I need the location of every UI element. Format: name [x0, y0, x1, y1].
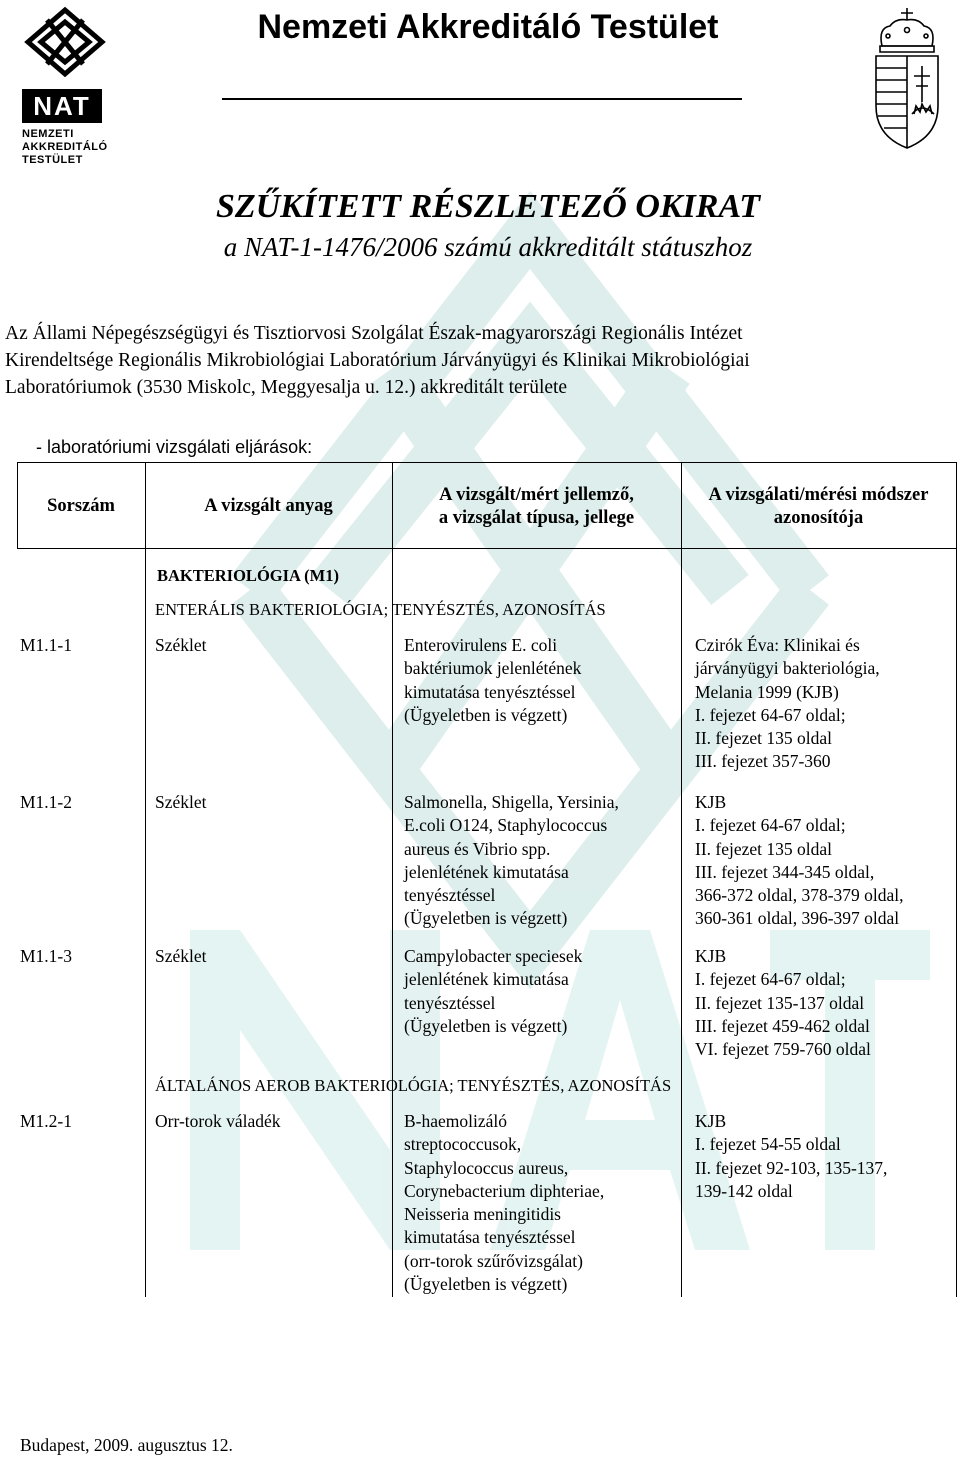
char-line: Campylobacter speciesek	[404, 946, 583, 966]
char-line: (Ügyeletben is végzett)	[404, 908, 568, 929]
row-material: Széklet	[155, 946, 207, 966]
method-line: III. fejezet 344-345 oldal,	[695, 861, 875, 882]
col-divider-2	[392, 462, 393, 1297]
row-id: M1.2-1	[20, 1111, 73, 1131]
method-line: I. fejezet 64-67 oldal;	[695, 815, 846, 836]
row-method	[695, 1110, 887, 1203]
row-characteristic	[404, 1110, 604, 1296]
method-line: 360-361 oldal, 396-397 oldal	[695, 908, 900, 929]
char-line: (Ügyeletben is végzett)	[404, 1274, 568, 1295]
char-line: (Ügyeletben is végzett)	[404, 704, 568, 725]
char-line: B-haemolizáló	[404, 1111, 508, 1131]
method-line: KJB	[695, 1111, 727, 1131]
section-label: - laboratóriumi vizsgálati eljárások:	[36, 437, 313, 457]
char-line: Enterovirulens E. coli	[404, 635, 558, 655]
table-top-border	[17, 462, 957, 463]
method-line: VI. fejezet 759-760 oldal	[695, 1039, 871, 1060]
logo-line-3: TESTÜLET	[22, 154, 83, 166]
row-characteristic	[404, 791, 619, 931]
method-line: KJB	[695, 792, 727, 812]
method-line: 366-372 oldal, 378-379 oldal,	[695, 885, 904, 906]
char-line: aureus és Vibrio spp.	[404, 838, 551, 859]
method-line: Czirók Éva: Klinikai és	[695, 635, 860, 655]
row-method	[695, 634, 880, 774]
logo-line-1: NEMZETI	[22, 128, 74, 140]
header-jellemzo-line-2: a vizsgálat típusa, jellege	[438, 508, 635, 528]
document-title: SZŰKÍTETT RÉSZLETEZŐ OKIRAT	[215, 188, 761, 225]
row-characteristic	[404, 634, 581, 727]
title-underline	[222, 98, 742, 100]
char-line: Staphylococcus aureus,	[404, 1157, 569, 1178]
section-enteralis: ENTERÁLIS BAKTERIOLÓGIA; TENYÉSZTÉS, AZONOSÍTÁS	[155, 600, 606, 619]
method-line: Melania 1999 (KJB)	[695, 681, 839, 702]
row-material: Széklet	[155, 792, 207, 812]
intro-line-2: Kirendeltsége Regionális Mikrobiológiai Laboratórium Járványügyi és Klinikai Mikrobiológiai	[5, 350, 750, 371]
method-line: I. fejezet 64-67 oldal;	[695, 704, 846, 725]
header-sorszam: Sorszám	[47, 496, 115, 516]
method-line: I. fejezet 54-55 oldal	[695, 1134, 841, 1155]
row-id: M1.1-2	[20, 792, 73, 812]
method-line: I. fejezet 64-67 oldal;	[695, 969, 846, 990]
char-line: tenyésztéssel	[404, 885, 496, 906]
logo-line-2: AKKREDITÁLÓ	[22, 141, 108, 153]
char-line: Corynebacterium diphteriae,	[404, 1180, 605, 1201]
char-line: E.coli O124, Staphylococcus	[404, 815, 608, 836]
col-divider-3	[681, 462, 682, 1297]
footer-place-date: Budapest, 2009. augusztus 12.	[20, 1435, 233, 1455]
header-jellemzo	[392, 484, 681, 530]
char-line: Neisseria meningitidis	[404, 1204, 561, 1225]
method-line: KJB	[695, 946, 727, 966]
header-jellemzo-line-1: A vizsgált/mért jellemző,	[439, 485, 634, 505]
header-modszer-line-2: azonosítója	[773, 508, 864, 528]
char-line: (Ügyeletben is végzett)	[404, 1015, 568, 1036]
hungarian-coat-of-arms-icon	[868, 2, 946, 152]
method-line: III. fejezet 459-462 oldal	[695, 1015, 870, 1036]
method-line: II. fejezet 135-137 oldal	[695, 992, 865, 1013]
intro-paragraph	[5, 320, 950, 401]
row-characteristic	[404, 945, 582, 1038]
method-line: járványügyi bakteriológia,	[695, 658, 880, 679]
method-line: II. fejezet 135 oldal	[695, 728, 833, 749]
row-id: M1.1-3	[20, 946, 73, 966]
intro-line-1: Az Állami Népegészségügyi és Tisztiorvosi Szolgálat Észak-magyarországi Regionális Intézet	[5, 323, 743, 344]
char-line: Salmonella, Shigella, Yersinia,	[404, 792, 619, 812]
char-line: baktériumok jelenlétének	[404, 658, 582, 679]
row-method	[695, 791, 904, 931]
char-line: kimutatása tenyésztéssel	[404, 681, 576, 702]
table-right-border	[956, 462, 957, 1297]
char-line: kimutatása tenyésztéssel	[404, 1227, 576, 1248]
logo-abbrev: NAT	[22, 89, 102, 123]
col-divider-1	[145, 462, 146, 1297]
header-modszer-line-1: A vizsgálati/mérési módszer	[708, 485, 929, 505]
header-bottom-border	[17, 548, 957, 549]
row-id: M1.1-1	[20, 635, 73, 655]
char-line: jelenlétének kimutatása	[404, 969, 569, 990]
org-name: Nemzeti Akkreditáló Testület	[257, 8, 719, 46]
method-line: 139-142 oldal	[695, 1180, 793, 1201]
intro-line-3: Laboratóriumok (3530 Miskolc, Meggyesalja u. 12.) akkreditált területe	[5, 377, 568, 398]
header-modszer	[681, 484, 956, 530]
header-anyag: A vizsgált anyag	[204, 496, 333, 516]
char-line: jelenlétének kimutatása	[404, 861, 569, 882]
group-title: BAKTERIOLÓGIA (M1)	[157, 566, 339, 585]
row-method	[695, 945, 871, 1061]
char-line: streptococcusok,	[404, 1134, 522, 1155]
method-line: III. fejezet 357-360	[695, 751, 831, 772]
method-line: II. fejezet 135 oldal	[695, 838, 833, 859]
section-altalanos: ÁLTALÁNOS AEROB BAKTERIOLÓGIA; TENYÉSZTÉS, AZONOSÍTÁS	[155, 1076, 672, 1095]
char-line: tenyésztéssel	[404, 992, 496, 1013]
char-line: (orr-torok szűrővizsgálat)	[404, 1250, 583, 1271]
row-material: Széklet	[155, 635, 207, 655]
method-line: II. fejezet 92-103, 135-137,	[695, 1157, 888, 1178]
row-material: Orr-torok váladék	[155, 1111, 281, 1131]
document-subtitle: a NAT-1-1476/2006 számú akkreditált státuszhoz	[223, 232, 753, 262]
